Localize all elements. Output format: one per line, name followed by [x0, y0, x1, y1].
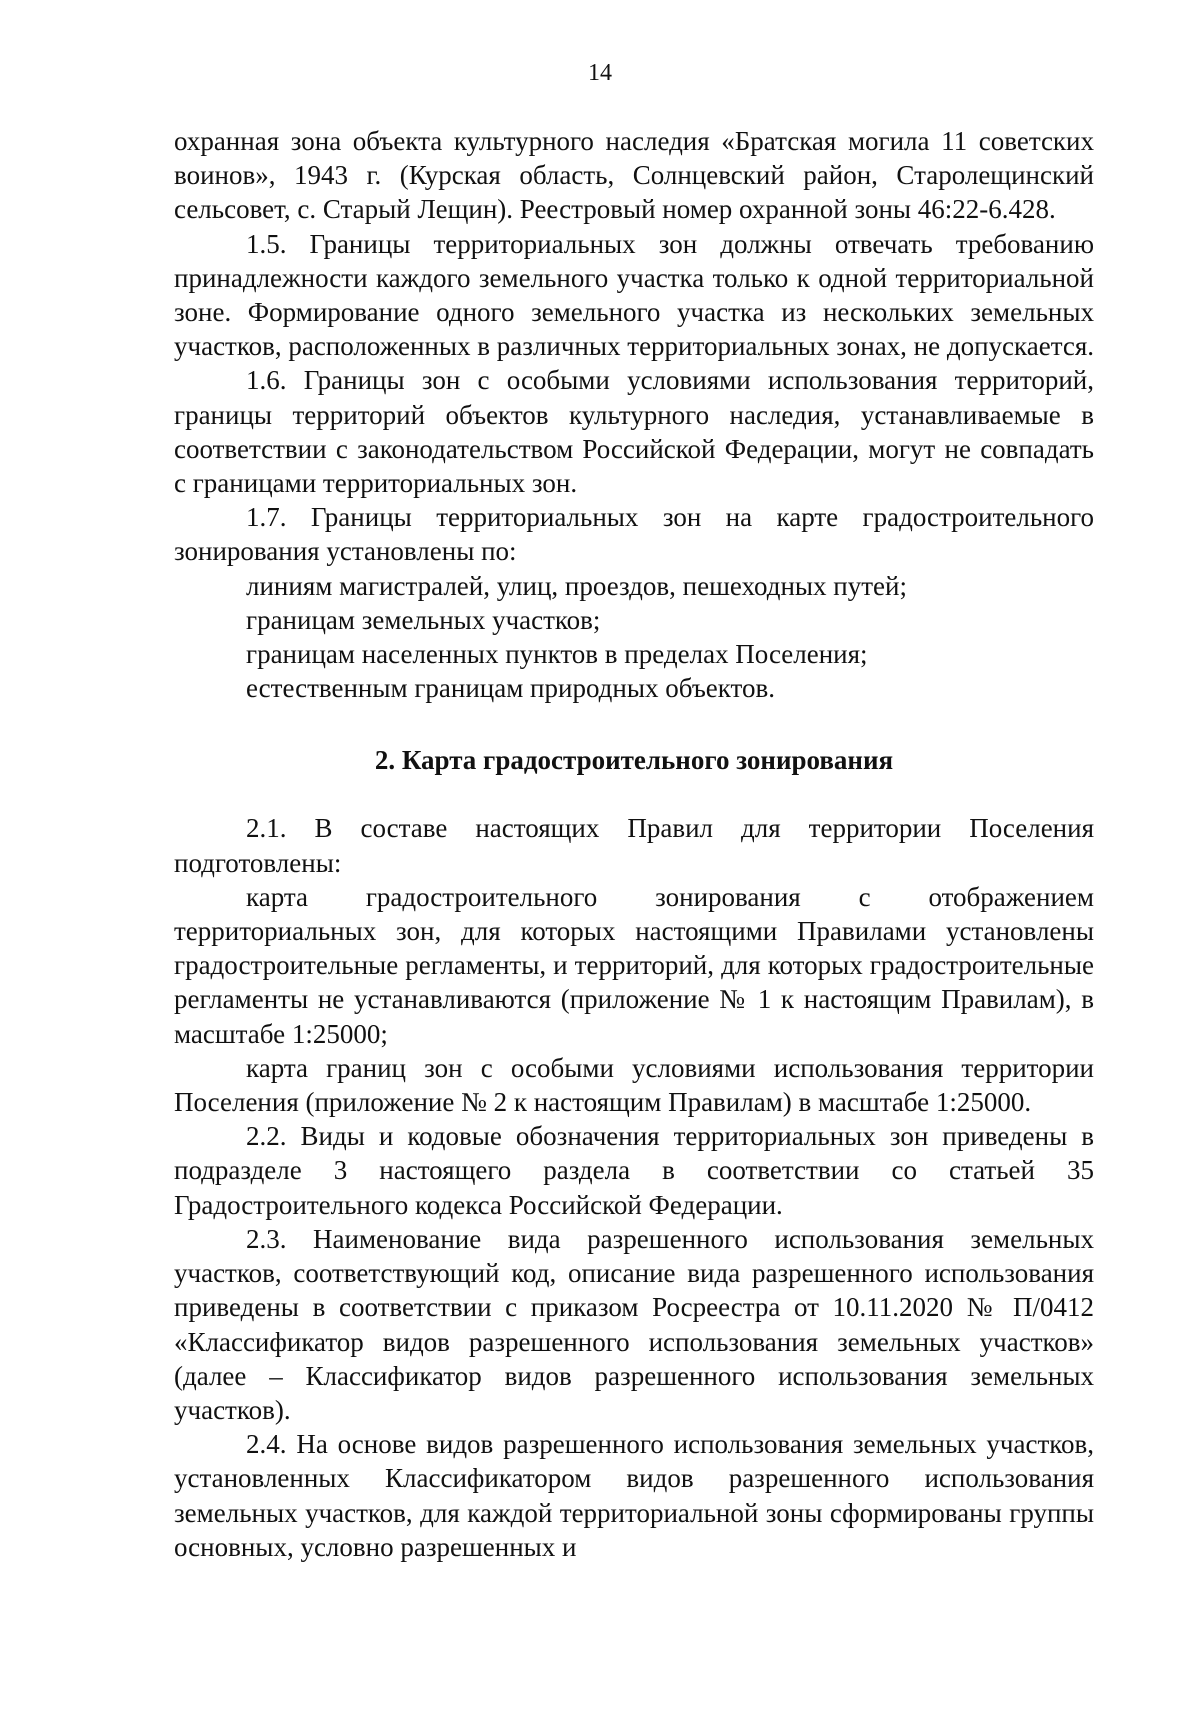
page-number: 14 — [588, 60, 612, 86]
paragraph-2-3: 2.3. Наименование вида разрешенного использования земельных участков, соответствующий код, описание вида разрешенного использования приведены в соответствии с приказом Росреестра от 10.11.2020 № П/0412 «Классификатор видов разрешенного использования земельных участков» (далее – Классификатор видов разрешенного использования земельных участков). — [174, 1223, 1094, 1425]
paragraph-1-7: 1.7. Границы территориальных зон на карте градостроительного зонирования установлены по: — [174, 502, 1094, 567]
paragraph-2-4: 2.4. На основе видов разрешенного использования земельных участков, установленных Классификатором видов разрешенного использования земельных участков, для каждой территориальной зоны сформированы группы основных, условно разрешенных и — [174, 1429, 1094, 1562]
paragraph-2-2: 2.2. Виды и кодовые обозначения территориальных зон приведены в подразделе 3 настоящего раздела в соответствии со статьей 35 Градостроительного кодекса Российской Федерации. — [174, 1121, 1094, 1220]
paragraph-1-6: 1.6. Границы зон с особыми условиями использования территорий, границы территорий объектов культурного наследия, устанавливаемые в соответствии с законодательством Российской Федерации, могут не совпадать с границами территориальных зон. — [174, 365, 1094, 499]
paragraph-special-zones-map-item: карта границ зон с особыми условиями использования территории Поселения (приложение № 2 к настоящим Правилам) в масштабе 1:25000. — [174, 1052, 1094, 1118]
boundaries-list — [174, 569, 1094, 706]
paragraph-2-1: 2.1. В составе настоящих Правил для территории Поселения подготовлены: — [174, 813, 1094, 878]
paragraph-zoning-map-item: карта градостроительного зонирования с отображением территориальных зон, для которых настоящими Правилами установлены градостроительные регламенты, и территорий, для которых градостроительные регламенты не устанавливаются (приложение № 1 к настоящим Правилам), в масштабе 1:25000; — [174, 881, 1094, 1049]
list-item: границам населенных пунктов в пределах Поселения; — [246, 639, 868, 670]
section-heading: 2. Карта градостроительного зонирования — [374, 745, 894, 776]
paragraph-1-5: 1.5. Границы территориальных зон должны отвечать требованию принадлежности каждого земельного участка только к одной территориальной зоне. Формирование одного земельного участка из нескольких земельных участков, расположенных в различных территориальных зонах, не допускается. — [174, 228, 1094, 362]
list-item: границам земельных участков; — [246, 604, 601, 635]
document-body — [174, 124, 1094, 1564]
paragraph-protected-zone-continuation: охранная зона объекта культурного наследия «Братская могила 11 советских воинов», 1943 г. (Курская область, Солнцевский район, Старолещинский сельсовет, с. Старый Лещин). Реестровый номер охранной зоны 46:22-6.428. — [174, 126, 1094, 225]
list-item: линиям магистралей, улиц, проездов, пешеходных путей; — [246, 570, 907, 601]
list-item: естественным границам природных объектов. — [246, 673, 775, 704]
